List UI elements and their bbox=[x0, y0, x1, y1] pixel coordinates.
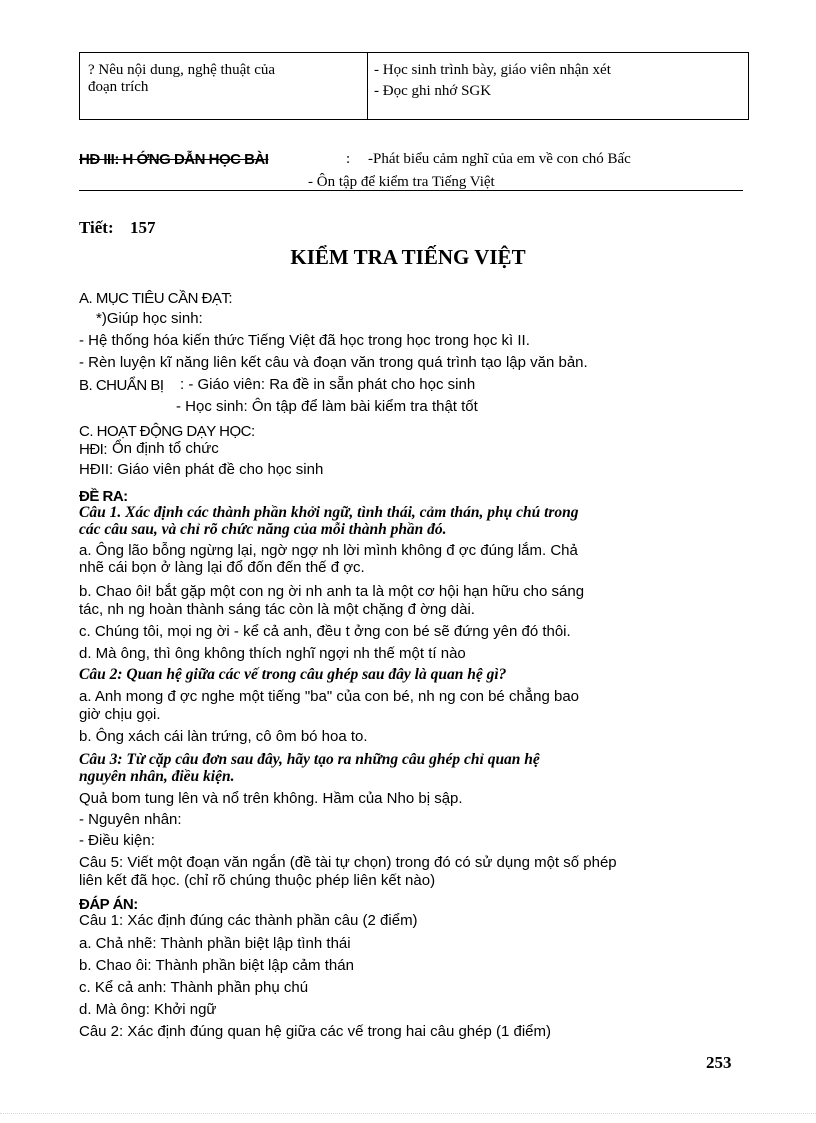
lesson-table bbox=[79, 52, 749, 120]
question-2-a-line1: a. Anh mong đ ợc nghe một tiếng "ba" của con bé, nh ng con bé chẳng bao bbox=[79, 688, 580, 705]
answer-line: b. Chao ôi: Thành phần biệt lập cảm thán bbox=[79, 957, 354, 974]
page-number: 253 bbox=[706, 1053, 732, 1072]
question-2-b-line: b. Ông xách cái làn trứng, cô ôm bó hoa to. bbox=[79, 728, 368, 745]
section-a-line: - Hệ thống hóa kiến thức Tiếng Việt đã học trong học trong học kì II. bbox=[79, 332, 530, 349]
tiet-label: Tiết: bbox=[79, 218, 114, 237]
table-question-line2: đoạn trích bbox=[88, 79, 149, 95]
question-3-text: Quả bom tung lên và nổ trên không. Hầm của Nho bị sập. bbox=[79, 790, 463, 807]
answer-line: Câu 1: Xác định đúng các thành phần câu (2 điểm) bbox=[79, 912, 418, 929]
answer-line: d. Mà ông: Khởi ngữ bbox=[79, 1001, 217, 1018]
hd3-item2: - Ôn tập để kiểm tra Tiếng Việt bbox=[308, 174, 495, 190]
answer-line: a. Chả nhẽ: Thành phần biệt lập tình thái bbox=[79, 935, 351, 952]
question-3-line2: nguyên nhân, điều kiện. bbox=[79, 768, 235, 785]
question-1-d-line: d. Mà ông, thì ông không thích nghĩ ngợi nh thế một tí nào bbox=[79, 645, 466, 662]
question-1-line1: Câu 1. Xác định các thành phần khởi ngữ, tình thái, cảm thán, phụ chú trong bbox=[79, 504, 579, 521]
section-b-line1: : - Giáo viên: Ra đề in sẵn phát cho học sinh bbox=[180, 376, 476, 393]
question-5-line2: liên kết đã học. (chỉ rõ chúng thuộc phép liên kết nào) bbox=[79, 872, 436, 889]
question-1-c-line: c. Chúng tôi, mọi ng ời - kể cả anh, đều t ởng con bé sẽ đứng yên đó thôi. bbox=[79, 623, 571, 640]
section-b-heading: B. CHUẨN BỊ bbox=[79, 377, 164, 394]
de-ra-heading: ĐỀ RA: bbox=[79, 488, 128, 505]
question-1-a-line1: a. Ông lão bỗng ngừng lại, ngờ ngợ nh lời mình không đ ợc đúng lắm. Chả bbox=[79, 542, 578, 559]
hd3-colon: : bbox=[346, 151, 351, 167]
page-title: KIỂM TRA TIẾNG VIỆT bbox=[290, 245, 526, 269]
question-2: Câu 2: Quan hệ giữa các vế trong câu ghép sau đây là quan hệ gì? bbox=[79, 666, 507, 683]
question-1-b-line2: tác, nh ng hoàn thành sáng tác còn là một chặng đ ờng dài. bbox=[79, 601, 475, 618]
table-question-line1: ? Nêu nội dung, nghệ thuật của bbox=[88, 62, 276, 78]
dap-an-heading: ĐÁP ÁN: bbox=[79, 896, 138, 913]
page-bottom-divider bbox=[0, 1113, 816, 1114]
answer-line: c. Kể cả anh: Thành phần phụ chú bbox=[79, 979, 309, 996]
hd2-text: HĐII: Giáo viên phát đề cho học sinh bbox=[79, 461, 324, 478]
table-answer-line1: - Học sinh trình bày, giáo viên nhận xét bbox=[374, 62, 611, 78]
question-3-cause: - Nguyên nhân: bbox=[79, 811, 182, 828]
hd1-text: Ổn định tổ chức bbox=[112, 440, 219, 457]
section-a-line: *)Giúp học sinh: bbox=[96, 310, 203, 327]
section-a-line: - Rèn luyện kĩ năng liên kết câu và đoạn văn trong quá trình tạo lập văn bản. bbox=[79, 354, 588, 371]
answer-line: Câu 2: Xác định đúng quan hệ giữa các vế trong hai câu ghép (1 điểm) bbox=[79, 1023, 552, 1040]
question-3-line1: Câu 3: Từ cặp câu đơn sau đây, hãy tạo ra những câu ghép chỉ quan hệ bbox=[79, 751, 540, 768]
hd3-label: HĐ III: H ỚNG DẪN HỌC BÀI bbox=[79, 151, 269, 168]
tiet-number: 157 bbox=[130, 218, 156, 237]
question-2-a-line2: giờ chịu gọi. bbox=[79, 706, 161, 723]
section-a-heading: A. MỤC TIÊU CẦN ĐẠT: bbox=[79, 290, 233, 307]
question-3-condition: - Điều kiện: bbox=[79, 832, 155, 849]
hd3-item1: -Phát biểu cảm nghĩ của em về con chó Bấc bbox=[368, 151, 631, 167]
table-cell-question bbox=[80, 53, 368, 119]
question-1-b-line1: b. Chao ôi! bắt gặp một con ng ời nh anh ta là một cơ hội hạn hữu cho sáng bbox=[79, 583, 585, 600]
question-1-line2: các câu sau, và chỉ rõ chức năng của mỗi thành phần đó. bbox=[79, 521, 447, 538]
question-1-a-line2: nhẽ cái bọn ở làng lại đổ đốn đến thế đ ợc. bbox=[79, 559, 365, 576]
question-5-line1: Câu 5: Viết một đoạn văn ngắn (đề tài tự chọn) trong đó có sử dụng một số phép bbox=[79, 854, 617, 871]
section-c-heading: C. HOẠT ĐỘNG DẠY HỌC: bbox=[79, 423, 255, 440]
table-answer-line2: - Đọc ghi nhớ SGK bbox=[374, 83, 492, 99]
section-b-line2: - Học sinh: Ôn tập để làm bài kiểm tra thật tốt bbox=[176, 398, 478, 415]
hd3-underline bbox=[79, 190, 743, 191]
hd1-label: HĐI: bbox=[79, 441, 107, 458]
